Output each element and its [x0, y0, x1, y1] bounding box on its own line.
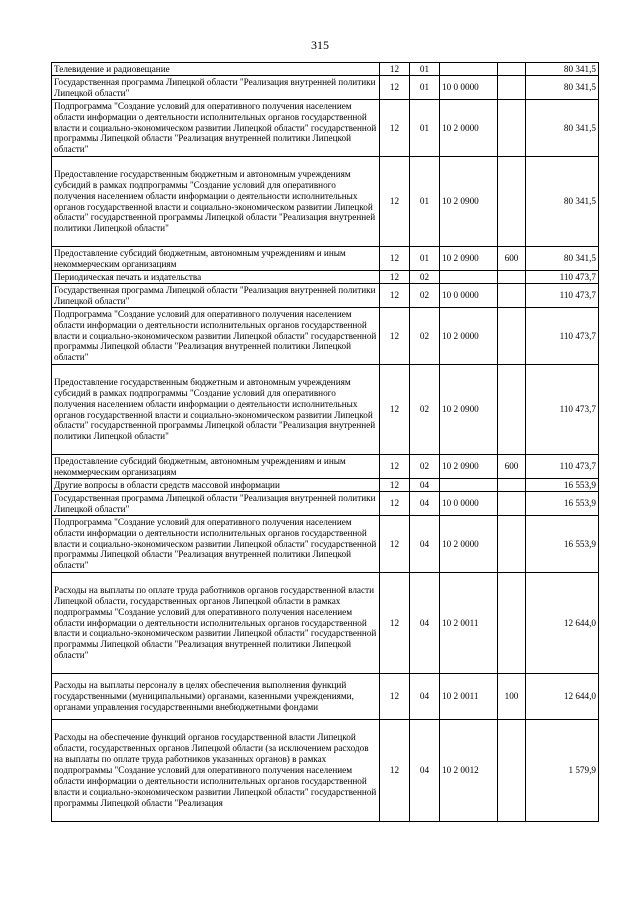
row-target-article-cell: 10 0 0000	[440, 76, 498, 100]
table-row	[52, 271, 599, 284]
row-subsection-cell: 02	[410, 284, 440, 308]
row-amount-cell: 16 553,9	[526, 479, 599, 492]
row-name-cell: Государственная программа Липецкой области "Реализация внутренней политики Липецкой области"	[52, 492, 380, 516]
row-expense-type-cell	[498, 284, 526, 308]
row-amount-cell: 1 579,9	[526, 720, 599, 822]
row-expense-type-cell	[498, 271, 526, 284]
row-expense-type-cell	[498, 100, 526, 157]
row-amount-cell: 110 473,7	[526, 271, 599, 284]
row-name-cell: Предоставление субсидий бюджетным, автономным учреждениям и иным некоммерческим организациям	[52, 247, 380, 271]
row-target-article-cell: 10 2 0011	[440, 674, 498, 720]
row-target-article-cell: 10 2 0000	[440, 100, 498, 157]
row-amount-cell: 110 473,7	[526, 365, 599, 455]
row-subsection-cell: 04	[410, 573, 440, 674]
row-subsection-cell: 04	[410, 516, 440, 573]
table-row	[52, 157, 599, 247]
row-amount-cell: 110 473,7	[526, 455, 599, 479]
row-expense-type-cell: 600	[498, 247, 526, 271]
row-expense-type-cell	[498, 76, 526, 100]
table-row	[52, 284, 599, 308]
row-target-article-cell: 10 2 0011	[440, 573, 498, 674]
row-subsection-cell: 02	[410, 455, 440, 479]
row-name-cell: Телевидение и радиовещание	[52, 63, 380, 76]
budget-table-body	[52, 63, 599, 822]
row-target-article-cell: 10 2 0012	[440, 720, 498, 822]
row-name-cell: Предоставление государственным бюджетным и автономным учреждениям субсидий в рамках подпрограммы "Создание условий для оперативного получения населением области информации о деятельности исполнительных органов государственной власти и социально-экономическом развитии Липецкой области" государственной программы Липецкой области "Реализация внутренней политики Липецкой области"	[52, 365, 380, 455]
row-subsection-cell: 04	[410, 720, 440, 822]
row-name-cell: Подпрограмма "Создание условий для оперативного получения населением области информации о деятельности исполнительных органов государственной власти и социально-экономическом развитии Липецкой области" государственной программы Липецкой области "Реализация внутренней политики Липецкой области"	[52, 100, 380, 157]
row-target-article-cell: 10 2 0900	[440, 157, 498, 247]
row-target-article-cell	[440, 271, 498, 284]
row-target-article-cell	[440, 63, 498, 76]
row-amount-cell: 80 341,5	[526, 63, 599, 76]
row-expense-type-cell	[498, 63, 526, 76]
table-row	[52, 247, 599, 271]
row-section-cell: 12	[380, 492, 410, 516]
row-amount-cell: 80 341,5	[526, 76, 599, 100]
row-section-cell: 12	[380, 247, 410, 271]
table-row	[52, 63, 599, 76]
row-section-cell: 12	[380, 63, 410, 76]
row-expense-type-cell	[498, 516, 526, 573]
row-section-cell: 12	[380, 157, 410, 247]
table-row	[52, 365, 599, 455]
budget-table	[51, 62, 599, 822]
row-subsection-cell: 01	[410, 247, 440, 271]
table-row	[52, 479, 599, 492]
row-amount-cell: 16 553,9	[526, 492, 599, 516]
row-target-article-cell: 10 2 0000	[440, 516, 498, 573]
row-expense-type-cell	[498, 492, 526, 516]
row-subsection-cell: 02	[410, 308, 440, 365]
row-expense-type-cell	[498, 573, 526, 674]
table-row	[52, 573, 599, 674]
table-row	[52, 76, 599, 100]
row-expense-type-cell	[498, 479, 526, 492]
row-expense-type-cell	[498, 308, 526, 365]
row-amount-cell: 80 341,5	[526, 247, 599, 271]
row-name-cell: Расходы на обеспечение функций органов государственной власти Липецкой области, государственных органов Липецкой области (за исключением расходов на выплаты по оплате труда работников указанных органов) в рамках подпрограммы "Создание условий для оперативного получения населением области информации о деятельности исполнительных органов государственной власти и социально-экономическом развитии Липецкой области" государственной программы Липецкой области "Реализация	[52, 720, 380, 822]
row-expense-type-cell: 600	[498, 455, 526, 479]
row-expense-type-cell	[498, 157, 526, 247]
row-section-cell: 12	[380, 455, 410, 479]
row-section-cell: 12	[380, 516, 410, 573]
table-row	[52, 492, 599, 516]
row-amount-cell: 110 473,7	[526, 308, 599, 365]
row-subsection-cell: 01	[410, 63, 440, 76]
row-subsection-cell: 02	[410, 365, 440, 455]
row-name-cell: Предоставление государственным бюджетным и автономным учреждениям субсидий в рамках подпрограммы "Создание условий для оперативного получения населением области информации о деятельности исполнительных органов государственной власти и социально-экономическом развитии Липецкой области" государственной программы Липецкой области "Реализация внутренней политики Липецкой области"	[52, 157, 380, 247]
row-name-cell: Расходы на выплаты персоналу в целях обеспечения выполнения функций государственными (муниципальными) органами, казенными учреждениями, органами управления государственными внебюджетными фондами	[52, 674, 380, 720]
row-subsection-cell: 04	[410, 674, 440, 720]
row-section-cell: 12	[380, 674, 410, 720]
row-expense-type-cell	[498, 720, 526, 822]
table-row	[52, 455, 599, 479]
row-expense-type-cell: 100	[498, 674, 526, 720]
row-expense-type-cell	[498, 365, 526, 455]
row-amount-cell: 80 341,5	[526, 157, 599, 247]
row-section-cell: 12	[380, 271, 410, 284]
row-section-cell: 12	[380, 100, 410, 157]
row-name-cell: Подпрограмма "Создание условий для оперативного получения населением области информации о деятельности исполнительных органов государственной власти и социально-экономическом развитии Липецкой области" государственной программы Липецкой области "Реализация внутренней политики Липецкой области"	[52, 308, 380, 365]
row-section-cell: 12	[380, 284, 410, 308]
row-name-cell: Государственная программа Липецкой области "Реализация внутренней политики Липецкой области"	[52, 284, 380, 308]
row-subsection-cell: 01	[410, 157, 440, 247]
row-target-article-cell: 10 2 0900	[440, 365, 498, 455]
row-section-cell: 12	[380, 365, 410, 455]
row-name-cell: Предоставление субсидий бюджетным, автономным учреждениям и иным некоммерческим организациям	[52, 455, 380, 479]
row-target-article-cell: 10 2 0900	[440, 455, 498, 479]
row-subsection-cell: 04	[410, 479, 440, 492]
row-name-cell: Периодическая печать и издательства	[52, 271, 380, 284]
row-target-article-cell: 10 0 0000	[440, 492, 498, 516]
row-target-article-cell	[440, 479, 498, 492]
row-section-cell: 12	[380, 308, 410, 365]
row-target-article-cell: 10 2 0900	[440, 247, 498, 271]
row-amount-cell: 80 341,5	[526, 100, 599, 157]
row-amount-cell: 12 644,0	[526, 573, 599, 674]
row-target-article-cell: 10 2 0000	[440, 308, 498, 365]
row-section-cell: 12	[380, 573, 410, 674]
table-row	[52, 516, 599, 573]
row-amount-cell: 12 644,0	[526, 674, 599, 720]
table-row	[52, 100, 599, 157]
row-name-cell: Государственная программа Липецкой области "Реализация внутренней политики Липецкой области"	[52, 76, 380, 100]
row-subsection-cell: 01	[410, 100, 440, 157]
row-section-cell: 12	[380, 479, 410, 492]
row-amount-cell: 16 553,9	[526, 516, 599, 573]
table-row	[52, 308, 599, 365]
row-section-cell: 12	[380, 720, 410, 822]
row-subsection-cell: 04	[410, 492, 440, 516]
table-row	[52, 674, 599, 720]
row-name-cell: Подпрограмма "Создание условий для оперативного получения населением области информации о деятельности исполнительных органов государственной власти и социально-экономическом развитии Липецкой области" государственной программы Липецкой области "Реализация внутренней политики Липецкой области"	[52, 516, 380, 573]
row-name-cell: Другие вопросы в области средств массовой информации	[52, 479, 380, 492]
row-section-cell: 12	[380, 76, 410, 100]
row-target-article-cell: 10 0 0000	[440, 284, 498, 308]
page-number: 315	[311, 38, 329, 52]
row-amount-cell: 110 473,7	[526, 284, 599, 308]
row-subsection-cell: 02	[410, 271, 440, 284]
table-row	[52, 720, 599, 822]
row-name-cell: Расходы на выплаты по оплате труда работников органов государственной власти Липецкой области, государственных органов Липецкой области в рамках подпрограммы "Создание условий для оперативного получения населением области информации о деятельности исполнительных органов государственной власти и социально-экономическом развитии Липецкой области" государственной программы Липецкой области "Реализация внутренней политики Липецкой области"	[52, 573, 380, 674]
row-subsection-cell: 01	[410, 76, 440, 100]
